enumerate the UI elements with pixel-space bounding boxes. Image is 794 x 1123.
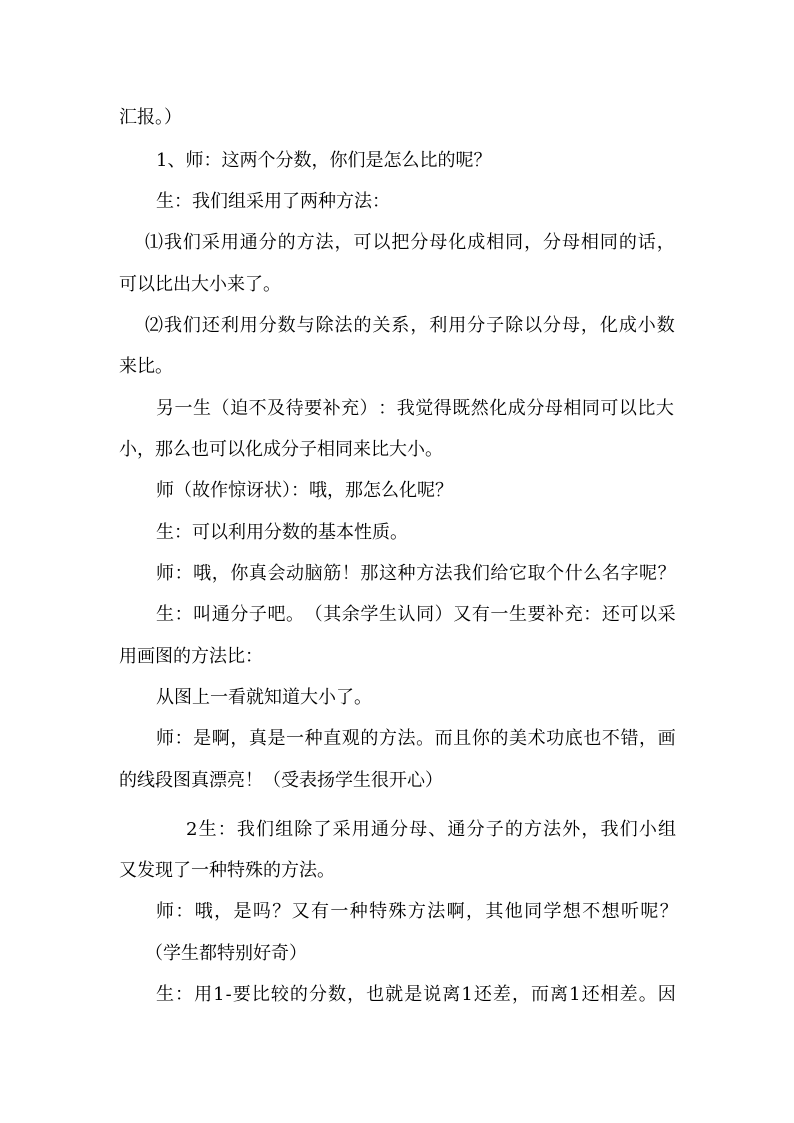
text-line: 从图上一看就知道大小了。: [156, 687, 372, 708]
text-line: 汇报。）: [119, 107, 182, 128]
text-line: 又发现了一种特殊的方法。: [119, 860, 335, 881]
text-line: 小，那么也可以化成分子相同来比大小。: [119, 439, 443, 460]
text-line: 可以比出大小来了。: [119, 274, 281, 295]
text-line: 师 ： 哦 ， 是 吗 ？ 又 有 一 种 特 殊 方 法 啊 ， 其 他 同 学 想 不 想 听 呢 ？: [156, 901, 678, 922]
text-line: 2 生 ： 我 们 组 除 了 采 用 通 分 母 、 通 分 子 的 方 法 外 ， 我 们 小 组: [186, 819, 676, 840]
text-line: 另 一 生 （ 迫 不 及 待 要 补 充 ） ： 我 觉 得 既 然 化 成 分 母 相 同 可 以 比 大: [156, 398, 674, 419]
text-line: 师 ： 是 啊 ， 真 是 一 种 直 观 的 方 法 。 而 且 你 的 美 术 功 底 也 不 错 ， 画: [156, 728, 676, 749]
text-line: （学生都特别好奇）: [145, 943, 307, 964]
text-line: 生：可以利用分数的基本性质。: [156, 522, 408, 543]
text-line: ⑵ 我 们 还 利 用 分 数 与 除 法 的 关 系 ， 利 用 分 子 除 以 分 母 ， 化 成 小 数: [145, 315, 675, 336]
text-line: 师 ： 哦 ， 你 真 会 动 脑 筋 ！ 那 这 种 方 法 我 们 给 它 取 个 什 么 名 字 呢 ？: [156, 563, 676, 584]
text-line: 来比。: [119, 356, 173, 377]
text-line: 生：我们组采用了两种方法：: [156, 191, 390, 212]
text-line: ⑴ 我 们 采 用 通 分 的 方 法 ， 可 以 把 分 母 化 成 相 同 ， 分 母 相 同 的 话 ，: [145, 232, 675, 253]
text-line: 师（故作惊讶状）：哦，那怎么化呢？: [156, 480, 453, 501]
text-line: 生 ： 叫 通 分 子 吧 。 （ 其 余 学 生 认 同 ） 又 有 一 生 要 补 充 ： 还 可 以 采: [156, 604, 676, 625]
text-line: 1、师：这两个分数，你们是怎么比的呢？: [156, 150, 492, 171]
text-line: 的线段图真漂亮！（受表扬学生很开心）: [119, 770, 443, 791]
text-line: 生 ： 用 1 - 要 比 较 的 分 数 ， 也 就 是 说 离 1 还 差 ， 而 离 1 还 相 差 。 因: [156, 984, 676, 1005]
text-line: 用画图的方法比：: [119, 646, 263, 667]
